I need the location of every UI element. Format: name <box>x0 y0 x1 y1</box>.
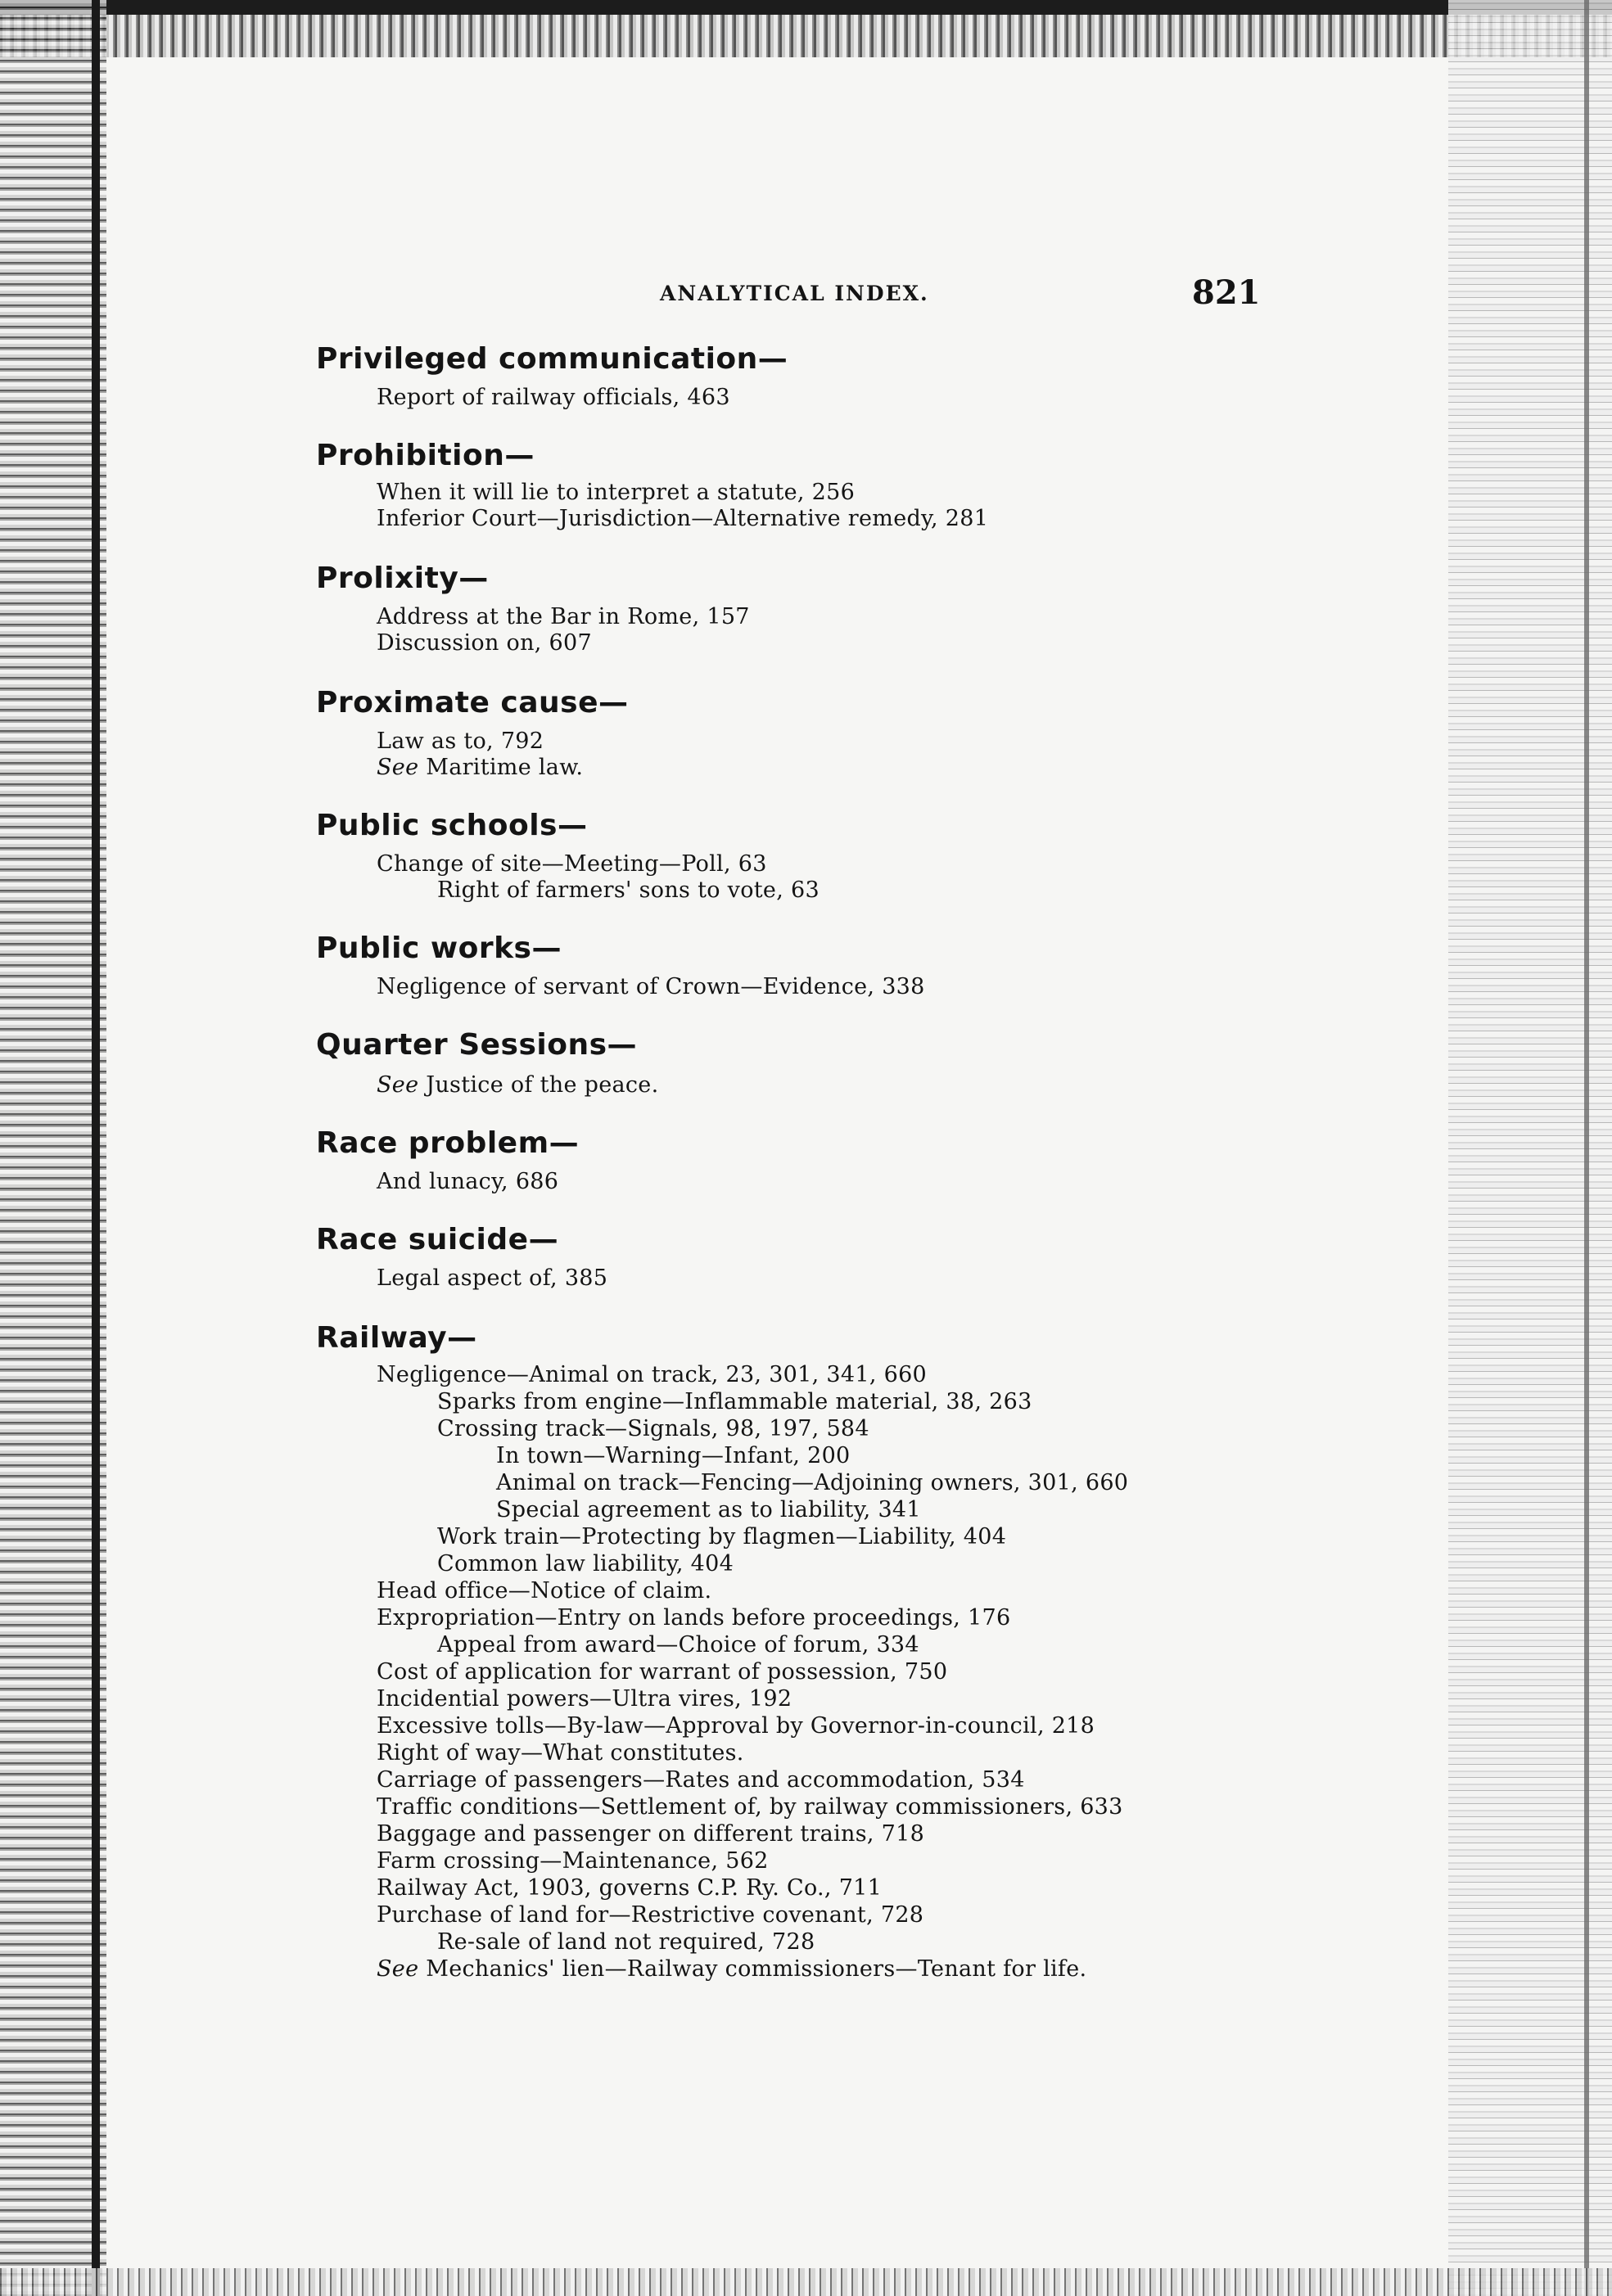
index-line: Farm crossing—Maintenance, 562 <box>377 1848 769 1874</box>
scan-border-left <box>92 0 100 2296</box>
index-line: Incidential powers—Ultra vires, 192 <box>377 1686 792 1712</box>
index-line: Animal on track—Fencing—Adjoining owners, 301, 660 <box>496 1470 1129 1495</box>
index-line: Cost of application for warrant of possession, 750 <box>377 1659 948 1685</box>
index-line: Legal aspect of, 385 <box>377 1265 608 1291</box>
index-heading-proximate-cause: Proximate cause— <box>316 686 629 719</box>
scan-edge-bottom <box>0 2268 1612 2296</box>
index-line: Traffic conditions—Settlement of, by railway commissioners, 633 <box>377 1794 1123 1820</box>
index-line: Carriage of passengers—Rates and accommodation, 534 <box>377 1767 1025 1793</box>
index-line: Re-sale of land not required, 728 <box>437 1929 815 1955</box>
see-reference <box>377 1956 1086 1982</box>
index-line: Purchase of land for—Restrictive covenant, 728 <box>377 1902 924 1928</box>
see-label: See <box>377 1956 419 1982</box>
index-line: Excessive tolls—By-law—Approval by Governor-in-council, 218 <box>377 1713 1095 1739</box>
index-line: Appeal from award—Choice of forum, 334 <box>437 1632 919 1658</box>
index-heading-privileged-communication: Privileged communication— <box>316 342 788 376</box>
index-line: Change of site—Meeting—Poll, 63 <box>377 851 767 877</box>
index-line: Work train—Protecting by flagmen—Liability, 404 <box>437 1524 1007 1549</box>
index-line: When it will lie to interpret a statute, 256 <box>377 480 856 505</box>
index-line: And lunacy, 686 <box>377 1169 559 1194</box>
index-line: Negligence—Animal on track, 23, 301, 341, 660 <box>377 1362 928 1387</box>
see-label: See <box>377 755 419 780</box>
scan-border-right <box>1584 0 1589 2296</box>
index-line: Head office—Notice of claim. <box>377 1578 712 1604</box>
index-line: Discussion on, 607 <box>377 630 592 656</box>
index-heading-race-suicide: Race suicide— <box>316 1223 559 1256</box>
see-label: See <box>377 1072 419 1098</box>
index-line: In town—Warning—Infant, 200 <box>496 1443 851 1468</box>
index-line: Right of way—What constitutes. <box>377 1740 744 1766</box>
see-target: Justice of the peace. <box>418 1072 659 1098</box>
index-heading-prohibition: Prohibition— <box>316 439 535 472</box>
index-line: Baggage and passenger on different trains, 718 <box>377 1821 925 1847</box>
index-line: Law as to, 792 <box>377 728 544 754</box>
index-line: Negligence of servant of Crown—Evidence, 338 <box>377 974 925 999</box>
index-heading-prolixity: Prolixity— <box>316 562 489 595</box>
index-heading-quarter-sessions: Quarter Sessions— <box>316 1028 638 1062</box>
page-number: 821 <box>1192 273 1261 312</box>
index-line: Address at the Bar in Rome, 157 <box>377 604 750 629</box>
index-heading-railway: Railway— <box>316 1321 477 1355</box>
index-line: Crossing track—Signals, 98, 197, 584 <box>437 1416 869 1441</box>
index-line: Expropriation—Entry on lands before proceedings, 176 <box>377 1605 1011 1631</box>
index-heading-race-problem: Race problem— <box>316 1126 580 1160</box>
scan-edge-left <box>0 0 106 2296</box>
index-line: Right of farmers' sons to vote, 63 <box>437 877 820 903</box>
see-target: Maritime law. <box>418 755 584 780</box>
index-line: Special agreement as to liability, 341 <box>496 1497 921 1522</box>
index-line: Railway Act, 1903, governs C.P. Ry. Co., 711 <box>377 1875 883 1901</box>
index-line: Common law liability, 404 <box>437 1551 734 1577</box>
index-line: Report of railway officials, 463 <box>377 385 730 410</box>
running-head: ANALYTICAL INDEX. <box>660 282 929 305</box>
index-heading-public-schools: Public schools— <box>316 809 588 842</box>
see-reference <box>377 1072 658 1098</box>
scan-border-top <box>0 0 1612 15</box>
index-heading-public-works: Public works— <box>316 931 562 965</box>
index-line: Inferior Court—Jurisdiction—Alternative remedy, 281 <box>377 506 989 531</box>
see-target: Mechanics' lien—Railway commissioners—Tenant for life. <box>418 1956 1087 1982</box>
index-line: Sparks from engine—Inflammable material, 38, 263 <box>437 1389 1032 1414</box>
see-reference <box>377 755 583 780</box>
